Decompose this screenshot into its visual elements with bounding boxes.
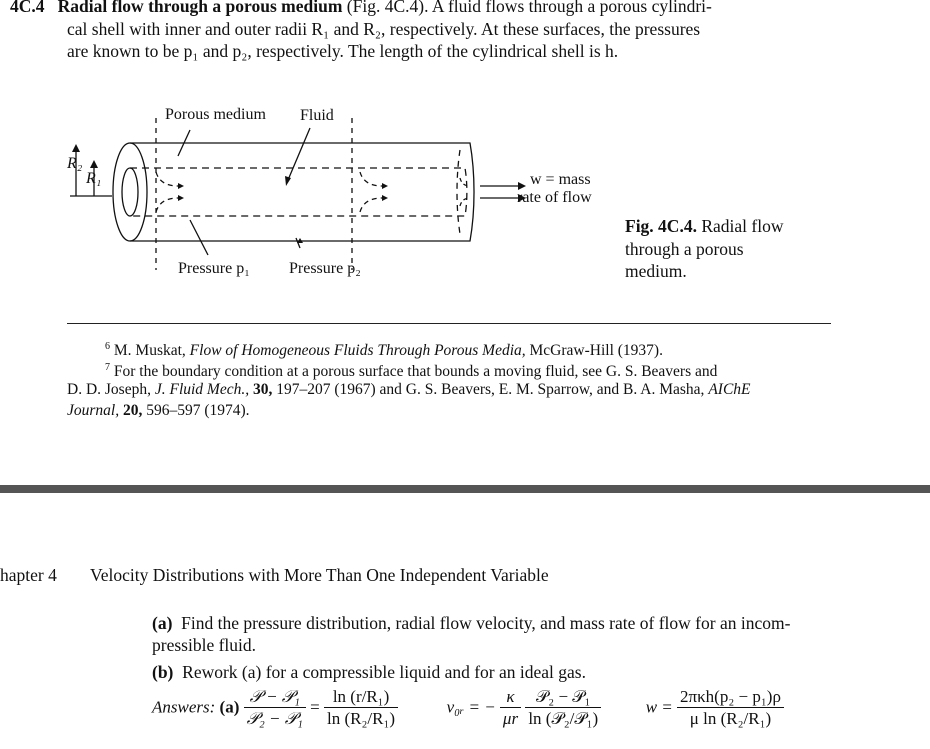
problem-line-3: are known to be p₁ and p₂, respectively. The length of the cylindrical shell is h. <box>67 41 619 61</box>
label-mass-flow-2: rate of flow <box>517 189 592 206</box>
label-porous-medium: Porous medium <box>165 106 266 123</box>
label-pressure-p2: Pressure p₂ <box>289 260 361 277</box>
equation-velocity-lhs: v₀ᵣ = − <box>446 697 496 717</box>
equation-pressure-ratio: $\frac{\text{𝒫 − 𝒫₁}}{\text{𝒫₂ − 𝒫₁}}$ <box>244 686 306 729</box>
footnote-rule <box>67 323 831 324</box>
problem-number: 4C.4 <box>10 0 45 16</box>
part-b-line: (b) Rework (a) for a compressible liquid and for an ideal gas. <box>152 662 586 682</box>
equation-velocity-coefficient: $\frac{\kappa}{\mu r}$ <box>500 686 521 729</box>
caption-label: Fig. 4C.4. <box>625 216 697 236</box>
problem-title: Radial flow through a porous medium <box>57 0 343 16</box>
problem-line-1 <box>10 0 925 18</box>
answers-block: Answers: (a) $\frac{\text{𝒫 − 𝒫₁}}{\text{𝒫₂ − 𝒫₁}}$ = $\frac{\text{ln (r/R₁)}}{\text{ln (R₂/R₁)}}$ v₀ᵣ = − $\frac{\kappa}{\mu r}$ $\frac{\text{𝒫₂ − 𝒫₁}}{\text{ln (𝒫₂/𝒫₁)}}$ w = $\frac{\text{2πκh(p₂ − p₁)ρ}}{\text{μ ln (R₂/R₁)}}$ <box>152 686 930 746</box>
problem-text-1: A fluid flows through a porous cylindri- <box>431 0 712 16</box>
running-header-chapter: hapter 4 <box>0 565 57 585</box>
answers-label: Answers: <box>152 697 216 717</box>
outer-end-ellipse <box>113 143 147 241</box>
page-divider <box>0 485 930 493</box>
part-a-line-2: pressible fluid. <box>152 635 257 655</box>
equation-massflow: $\frac{\text{2πκh(p₂ − p₁)ρ}}{\text{μ ln (R₂/R₁)}}$ <box>677 686 784 729</box>
label-r2: R₂ <box>67 155 83 172</box>
problem-line-2: cal shell with inner and outer radii R₁ and R₂, respectively. At these surfaces, the pressures <box>67 19 701 39</box>
footnote-6: $^6$ M. Muskat, Flow of Homogeneous Fluids Through Porous Media, McGraw-Hill (1937). <box>105 341 663 359</box>
footnote-7-line-3: Journal, 20, 596–597 (1974). <box>67 402 250 419</box>
label-r1: R₁ <box>86 170 102 187</box>
equation-massflow-lhs: w = <box>645 697 673 717</box>
equation-log-ratio: $\frac{\text{ln (r/R₁)}}{\text{ln (R₂/R₁)}}$ <box>324 686 398 729</box>
equation-velocity-ratio: $\frac{\text{𝒫₂ − 𝒫₁}}{\text{ln (𝒫₂/𝒫₁)}}$ <box>525 686 601 729</box>
footnote-7-line-2: D. D. Joseph, J. Fluid Mech., 30, 197–207 (1967) and G. S. Beavers, E. M. Sparrow, and B. A. Masha, AIChE <box>67 381 751 398</box>
inner-dashed-cylinder <box>130 168 467 216</box>
label-fluid: Fluid <box>300 107 334 124</box>
footnote-7-line-1: $^7$ For the boundary condition at a porous surface that bounds a moving fluid, see G. S. Beavers and <box>105 362 718 380</box>
part-a-line-1: (a) Find the pressure distribution, radial flow velocity, and mass rate of flow for an incom- <box>152 613 791 633</box>
figure-reference: (Fig. 4C.4). <box>346 0 429 16</box>
figure-caption: Fig. 4C.4. Radial flow through a porous medium. <box>625 216 784 281</box>
label-pressure-p1: Pressure p₁ <box>178 260 250 277</box>
inner-end-ellipse <box>122 168 138 216</box>
label-mass-flow-1: w = mass <box>530 171 591 188</box>
cylinder-outline <box>130 143 474 241</box>
running-header-title: Velocity Distributions with More Than One Independent Variable <box>90 565 549 585</box>
